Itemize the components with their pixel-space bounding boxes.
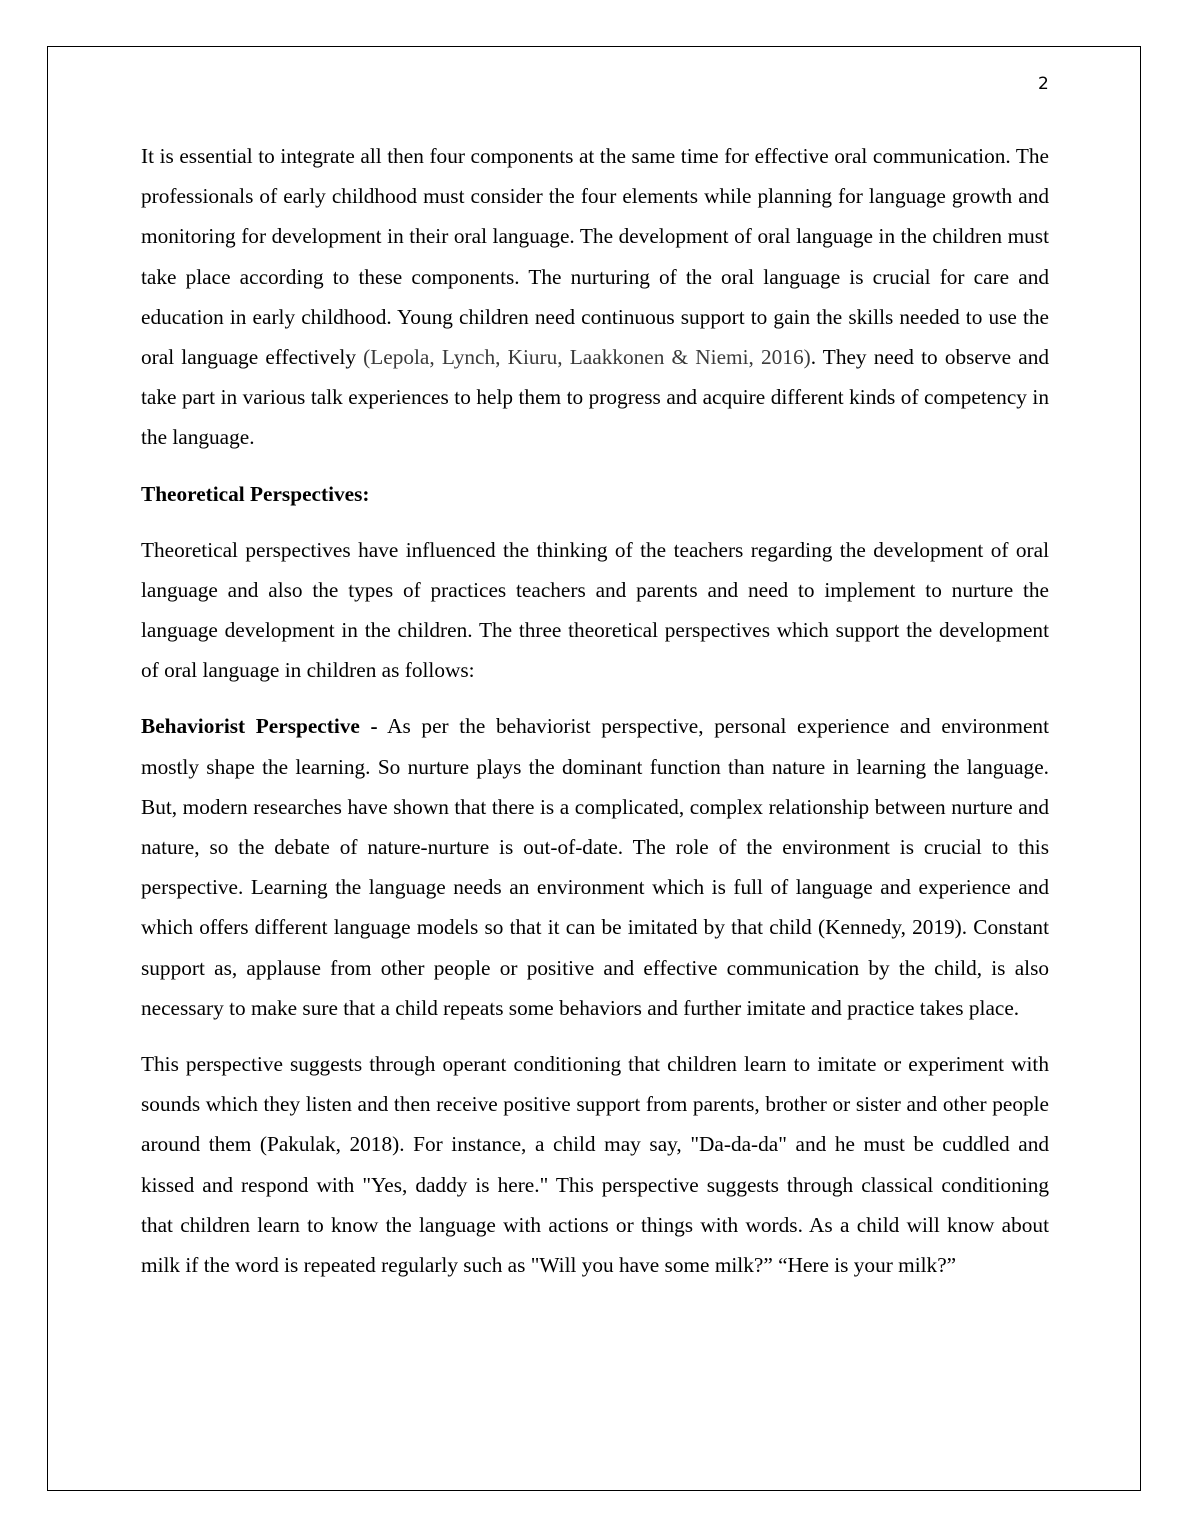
page-number: 2 [1038, 74, 1049, 94]
paragraph-text: . They need to observe and take part in various talk experiences to help them to progress and acquire different kinds of competency in the language. [141, 345, 1049, 450]
paragraph-oral-communication [141, 136, 1049, 458]
paragraph-text: It is essential to integrate all then four components at the same time for effective oral communication. The professionals of early childhood must consider the four elements while planning for language growth and monitoring for development in their oral language. The development of oral language in the children must take place according to these components. The nurturing of the oral language is crucial for care and education in early childhood. Young children need continuous support to gain the skills needed to use the oral language effectively [141, 144, 1049, 370]
behaviorist-lead: Behaviorist Perspective - [141, 714, 378, 739]
document-body [141, 136, 1049, 1285]
paragraph-behaviorist [141, 706, 1049, 1028]
citation: (Lepola, Lynch, Kiuru, Laakkonen & Niemi, 2016) [363, 345, 811, 370]
paragraph-theoretical-perspectives: Theoretical perspectives have influenced the thinking of the teachers regarding the development of oral language and also the types of practices teachers and parents and need to implement to nurture the language development in the children. The three theoretical perspectives which support the development of oral language in children as follows: [141, 537, 1049, 683]
section-heading: Theoretical Perspectives: [141, 481, 370, 506]
paragraph-text: As per the behaviorist perspective, personal experience and environment mostly shape the learning. So nurture plays the dominant function than nature in learning the language. But, modern researches have shown that there is a complicated, complex relationship between nurture and nature, so the debate of nature-nurture is out-of-date. The role of the environment is crucial to this perspective. Learning the language needs an environment which is full of language and experience and which offers different language models so that it can be imitated by that child (Kennedy, 2019). Constant support as, applause from other people or positive and effective communication by the child, is also necessary to make sure that a child repeats some behaviors and further imitate and practice takes place. [141, 714, 1049, 1020]
paragraph-operant-conditioning: This perspective suggests through operant conditioning that children learn to imitate or experiment with sounds which they listen and then receive positive support from parents, brother or sister and other people around them (Pakulak, 2018). For instance, a child may say, "Da-da-da" and he must be cuddled and kissed and respond with "Yes, daddy is here." This perspective suggests through classical conditioning that children learn to know the language with actions or things with words. As a child will know about milk if the word is repeated regularly such as "Will you have some milk?” “Here is your milk?” [141, 1052, 1049, 1278]
